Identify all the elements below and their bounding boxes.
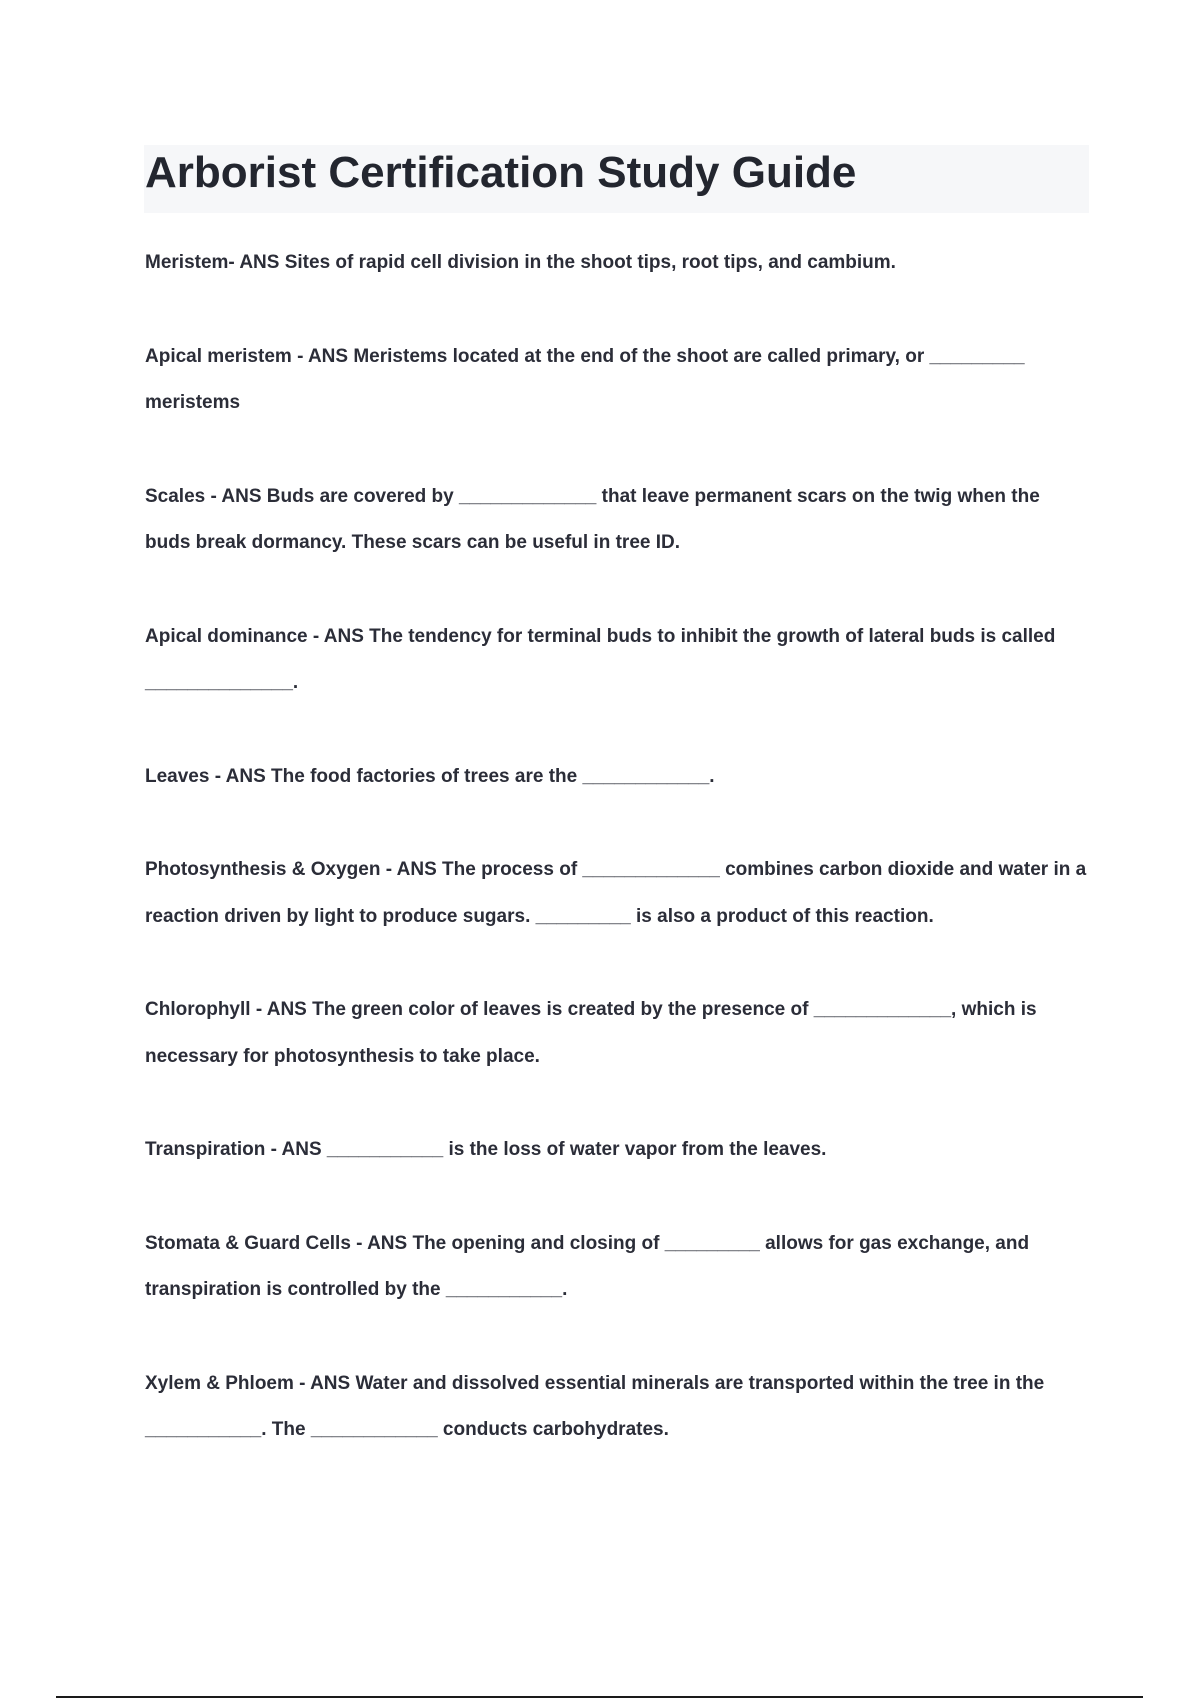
page-title: Arborist Certification Study Guide [145,148,857,197]
entry-photosynthesis-oxygen: Photosynthesis & Oxygen - ANS The process of _____________ combines carbon dioxide and water in a reaction driven by light to produce sugars. _________ is also a product of this reaction. [145,859,1087,927]
entry-apical-dominance: Apical dominance - ANS The tendency for terminal buds to inhibit the growth of lateral buds is called ______________. [145,625,1056,693]
entry-xylem-phloem: Xylem & Phloem - ANS Water and dissolved essential minerals are transported within the tree in the ___________. The ____________ conducts carbohydrates. [145,1372,1045,1440]
entry-transpiration: Transpiration - ANS ___________ is the loss of water vapor from the leaves. [145,1139,827,1160]
entry-meristem: Meristem- ANS Sites of rapid cell division in the shoot tips, root tips, and cambium. [145,252,896,273]
entry-stomata-guard-cells: Stomata & Guard Cells - ANS The opening and closing of _________ allows for gas exchange, and transpiration is controlled by the ___________. [145,1232,1030,1300]
entry-apical-meristem: Apical meristem - ANS Meristems located at the end of the shoot are called primary, or _________ meristems [145,345,1025,413]
footer-divider [56,1696,1143,1698]
entry-chlorophyll: Chlorophyll - ANS The green color of leaves is created by the presence of _____________, which is necessary for photosynthesis to take place. [145,999,1037,1067]
entry-scales: Scales - ANS Buds are covered by _____________ that leave permanent scars on the twig when the buds break dormancy. These scars can be useful in tree ID. [145,485,1040,553]
study-entries [145,240,1090,1501]
entry-leaves: Leaves - ANS The food factories of trees are the ____________. [145,765,715,787]
